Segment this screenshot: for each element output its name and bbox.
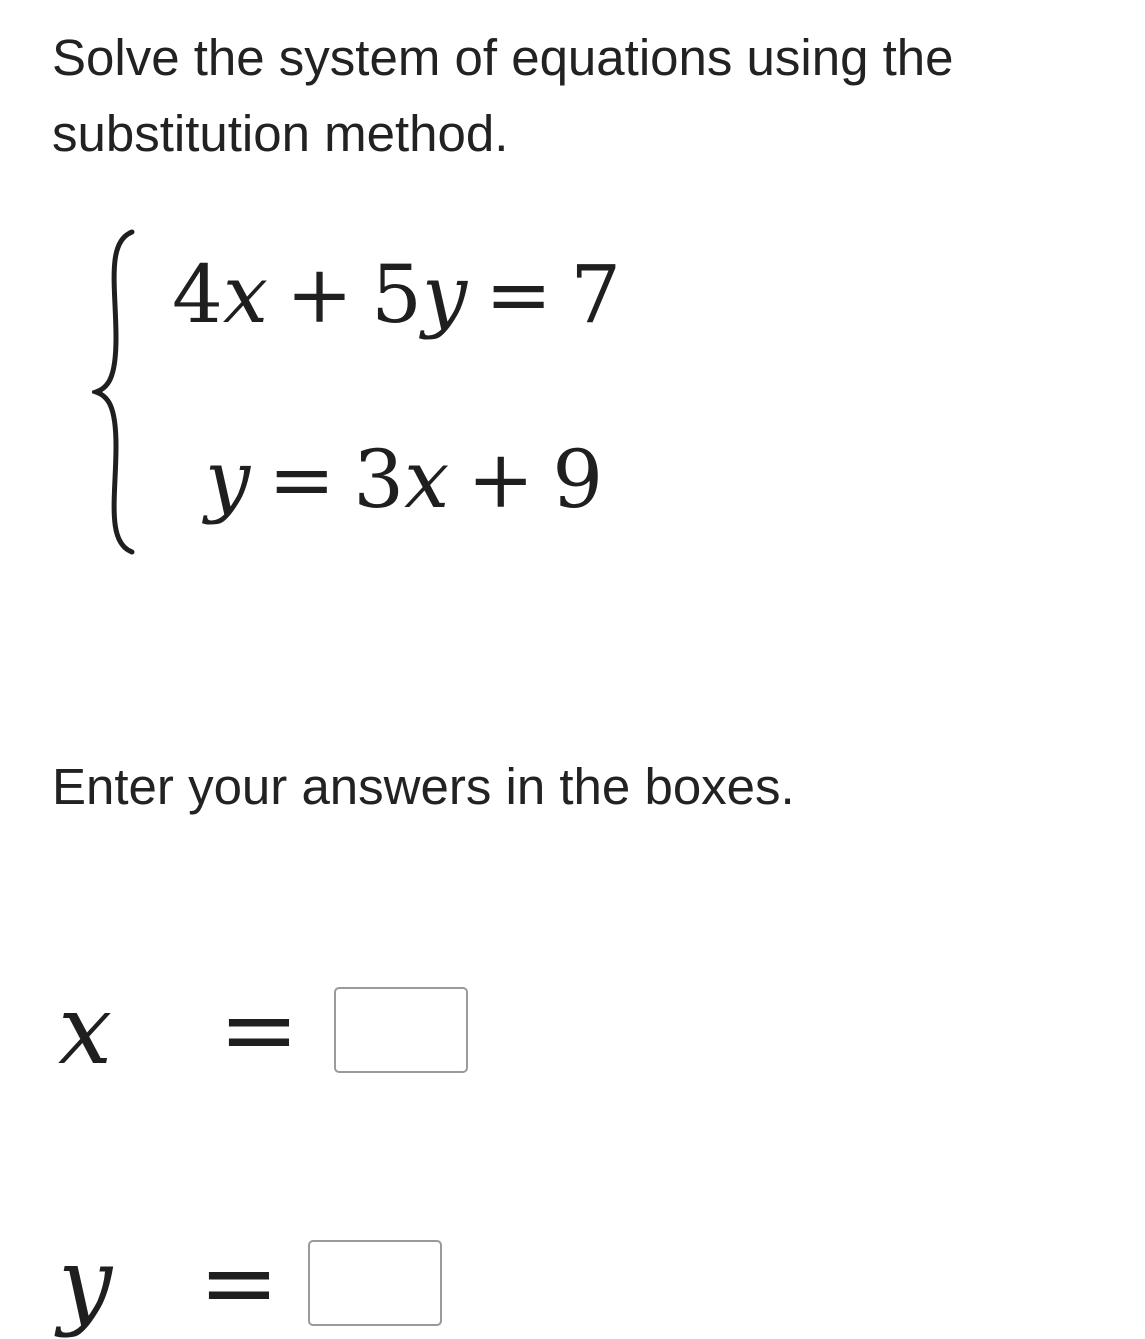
equation-1 bbox=[172, 245, 621, 345]
answer-x-equals: = bbox=[218, 974, 300, 1086]
eq2-var-y: y bbox=[205, 433, 251, 526]
answer-y-equals: = bbox=[198, 1227, 280, 1339]
answer-x-input[interactable] bbox=[334, 987, 468, 1073]
question-line-2: substitution method. bbox=[52, 105, 509, 162]
eq2-plus: + bbox=[467, 433, 535, 526]
question-line-1: Solve the system of equations using the bbox=[52, 29, 954, 86]
answer-prompt: Enter your answers in the boxes. bbox=[52, 758, 795, 815]
eq2-const: 9 bbox=[552, 433, 604, 526]
answer-row-y bbox=[58, 1228, 442, 1338]
eq1-equals: = bbox=[485, 248, 553, 341]
eq1-plus: + bbox=[286, 248, 354, 341]
eq2-var-x: x bbox=[404, 433, 450, 526]
eq2-coef-x: 3 bbox=[353, 433, 405, 526]
eq1-coef-y: 5 bbox=[371, 248, 422, 341]
question-text bbox=[52, 20, 1112, 172]
eq1-var-y: y bbox=[421, 248, 468, 341]
eq1-rhs: 7 bbox=[570, 248, 622, 341]
eq2-equals: = bbox=[268, 433, 336, 526]
answer-y-input[interactable] bbox=[308, 1240, 442, 1326]
equation-2 bbox=[205, 430, 603, 530]
answer-row-x bbox=[58, 975, 468, 1085]
answer-x-label: x bbox=[58, 974, 113, 1086]
answer-y-label: y bbox=[58, 1227, 113, 1339]
eq1-var-x: x bbox=[222, 248, 269, 341]
left-brace-icon bbox=[92, 228, 140, 556]
eq1-coef-x: 4 bbox=[172, 248, 223, 341]
